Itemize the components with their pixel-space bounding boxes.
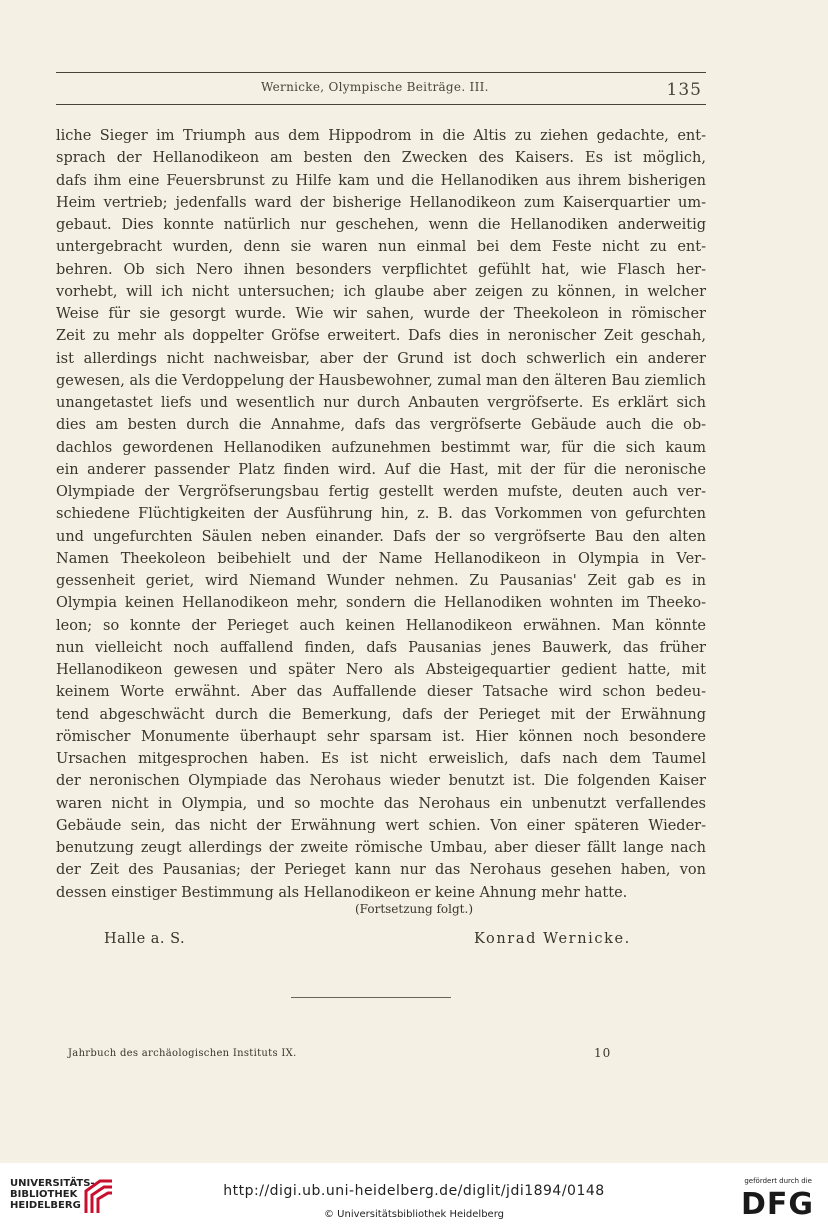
body-text <box>56 125 706 904</box>
library-banner <box>0 1163 828 1231</box>
text-line: gessenheit geriet, wird Niemand Wunder nehmen. Zu Pausanias' Zeit gab es in <box>56 573 706 589</box>
text-line: nun vielleicht noch auffallend finden, dafs Pausanias jenes Bauwerk, das früher <box>56 639 706 656</box>
text-line: der Zeit des Pausanias; der Perieget kann nur das Nerohaus gesehen haben, von <box>56 862 706 879</box>
text-line: Gebäude sein, das nicht der Erwähnung wert schien. Von einer späteren Wieder- <box>56 817 706 834</box>
text-line: Namen Theekoleon beibehielt und der Name Hellanodikeon in Olympia in Ver- <box>56 550 706 567</box>
journal-footer: Jahrbuch des archäologischen Instituts IX. <box>68 1048 297 1059</box>
text-line: unangetastet liefs und wesentlich nur durch Anbauten vergröfserte. Es erklärt sich <box>56 395 706 411</box>
text-line: gewesen, als die Verdoppelung der Hausbewohner, zumal man den älteren Bau ziemlich <box>56 372 706 389</box>
text-line: Weise für sie gesorgt wurde. Wie wir sahen, wurde der Theekoleon in römischer <box>56 306 706 322</box>
text-line: der neronischen Olympiade das Nerohaus wieder benutzt ist. Die folgenden Kaiser <box>56 773 706 790</box>
text-line: untergebracht wurden, denn sie waren nun einmal bei dem Feste nicht zu ent- <box>56 239 706 256</box>
text-line: und ungefurchten Säulen neben einander. Dafs der so vergröfserte Bau den alten <box>56 528 706 545</box>
permalink-url[interactable]: http://digi.ub.uni-heidelberg.de/diglit/jdi1894/0148 <box>223 1183 605 1199</box>
text-line: vorhebt, will ich nicht untersuchen; ich glaube aber zeigen zu können, in welcher <box>56 283 706 300</box>
text-line: benutzung zeugt allerdings der zweite römische Umbau, aber dieser fällt lange nach <box>56 840 706 856</box>
text-line: liche Sieger im Triumph aus dem Hippodrom in die Altis zu ziehen gedachte, ent- <box>56 128 706 144</box>
library-name-line: UNIVERSITÄTS- <box>10 1178 95 1189</box>
text-line: leon; so konnte der Perieget auch keinen Hellanodikeon erwähnen. Man könnte <box>56 617 706 634</box>
text-line: dies am besten durch die Annahme, dafs das vergröfserte Gebäude auch die ob- <box>56 417 706 434</box>
copyright-notice: © Universitätsbibliothek Heidelberg <box>323 1209 504 1220</box>
continuation-note: (Fortsetzung folgt.) <box>355 902 473 916</box>
funded-by-label: gefördert durch die <box>744 1177 812 1185</box>
text-line: gebaut. Dies konnte natürlich nur geschehen, wenn die Hellanodiken anderweitig <box>56 217 706 233</box>
text-line: römischer Monumente überhaupt sehr sparsam ist. Hier können noch besondere <box>56 728 706 745</box>
text-line: Ursachen mitgesprochen haben. Es ist nicht erweislich, dafs nach dem Taumel <box>56 751 706 767</box>
text-line: behren. Ob sich Nero ihnen besonders verpflichtet gefühlt hat, wie Flasch her- <box>56 261 706 278</box>
running-head <box>56 80 706 100</box>
text-line: Zeit zu mehr als doppelter Gröfse erweitert. Dafs dies in neronischer Zeit geschah, <box>56 328 706 345</box>
text-line: Olympia keinen Hellanodikeon mehr, sondern die Hellanodiken wohnten im Theeko- <box>56 595 706 612</box>
text-line: ist allerdings nicht nachweisbar, aber der Grund ist doch schwerlich ein anderer <box>56 350 706 367</box>
header-top-rule <box>56 72 706 73</box>
text-line: tend abgeschwächt durch die Bemerkung, dafs der Perieget mit der Erwähnung <box>56 706 706 723</box>
text-line: schiedene Flüchtigkeiten der Ausführung hin, z. B. das Vorkommen von gefurchten <box>56 506 706 523</box>
text-line: keinem Worte erwähnt. Aber das Auffallende dieser Tatsache wird schon bedeu- <box>56 684 706 701</box>
closing-rule <box>291 997 451 998</box>
text-line: waren nicht in Olympia, und so mochte das Nerohaus ein unbenutzt verfallendes <box>56 795 706 812</box>
header-bottom-rule <box>56 104 706 105</box>
text-line: dessen einstiger Bestimmung als Hellanodikeon er keine Ahnung mehr hatte. <box>56 884 628 901</box>
text-line: sprach der Hellanodikeon am besten den Zwecken des Kaisers. Es ist möglich, <box>56 150 706 167</box>
place-line: Halle a. S. <box>104 931 186 947</box>
library-name-line: BIBLIOTHEK <box>10 1189 78 1200</box>
author-signature: Konrad Wernicke. <box>474 931 631 947</box>
text-line: Olympiade der Vergröfserungsbau fertig gestellt werden mufste, deuten auch ver- <box>56 484 706 500</box>
running-head-title: Wernicke, Olympische Beiträge. III. <box>261 80 489 94</box>
text-line: dachlos gewordenen Hellanodiken aufzunehmen bestimmt war, für die sich kaum <box>56 439 706 456</box>
text-line: Heim vertrieb; jedenfalls ward der bisherige Hellanodikeon zum Kaiserquartier um- <box>56 194 706 211</box>
page-number: 135 <box>666 80 702 100</box>
text-line: dafs ihm eine Feuersbrunst zu Hilfe kam und die Hellanodiken aus ihrem bisherigen <box>56 172 706 189</box>
dfg-logo: DFG <box>740 1187 814 1222</box>
signature-mark: 10 <box>594 1046 612 1060</box>
text-line: Hellanodikeon gewesen und später Nero als Absteigequartier gedient hatte, mit <box>56 662 706 678</box>
library-name-line: HEIDELBERG <box>10 1200 81 1211</box>
text-line: ein anderer passender Platz finden wird. Auf die Hast, mit der für die neronische <box>56 461 706 478</box>
